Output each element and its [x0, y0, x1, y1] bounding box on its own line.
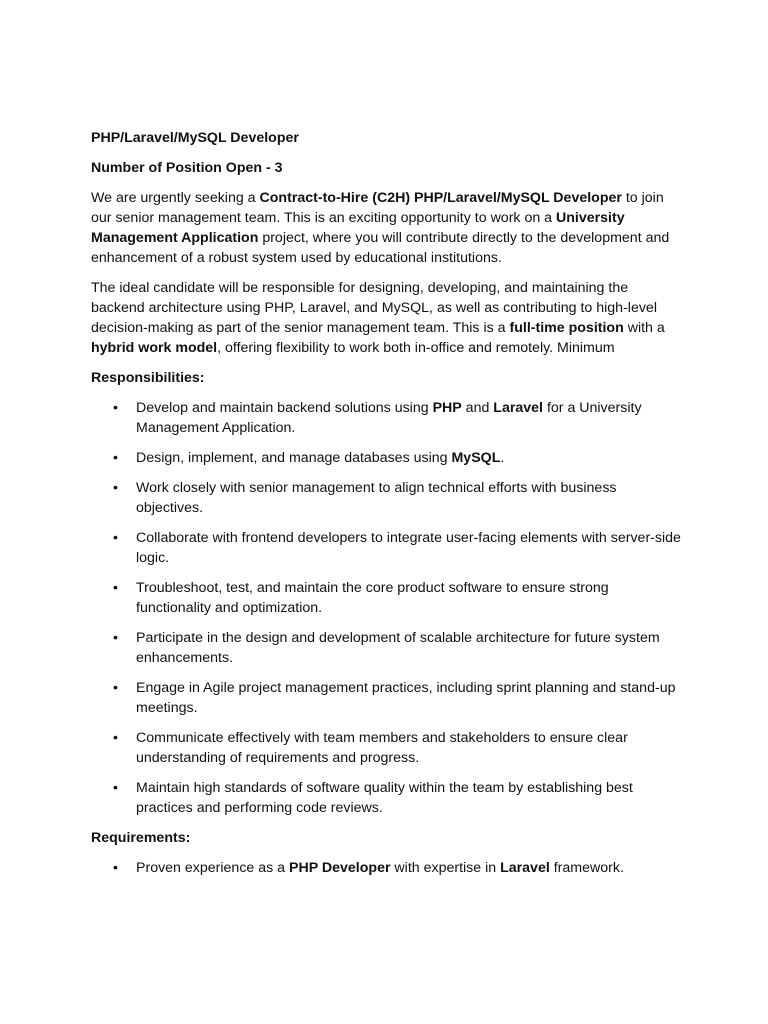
responsibility-item: [91, 728, 681, 768]
ideal-bold-fulltime: full-time position: [509, 320, 624, 336]
responsibility-item: [91, 678, 681, 718]
item-text: Work closely with senior management to align technical efforts with business objectives.: [136, 480, 617, 516]
positions-open: Number of Position Open - 3: [91, 160, 283, 176]
item-text: for a University Management Application.: [136, 400, 642, 436]
job-title: PHP/Laravel/MySQL Developer: [91, 130, 299, 146]
bullet-icon: •: [113, 860, 118, 876]
ideal-bold-hybrid: hybrid work model: [91, 340, 218, 356]
requirement-item: [91, 858, 681, 878]
item-text: .: [500, 450, 505, 466]
bullet-icon: •: [113, 630, 118, 646]
bullet-icon: •: [113, 730, 118, 746]
responsibility-item: [91, 448, 681, 468]
item-text: Maintain high standards of software quality within the team by establishing best practices and performing code reviews.: [136, 780, 633, 816]
bullet-icon: •: [113, 580, 118, 596]
ideal-candidate-paragraph: [91, 278, 681, 358]
bullet-icon: •: [113, 530, 118, 546]
requirements-heading: Requirements:: [91, 830, 191, 846]
item-text: Communicate effectively with team members and stakeholders to ensure clear understanding of requirements and progress.: [136, 730, 628, 766]
responsibility-item: [91, 628, 681, 668]
item-text: Collaborate with frontend developers to integrate user-facing elements with server-side logic.: [136, 530, 681, 566]
item-bold: MySQL: [451, 450, 501, 466]
item-text: and: [461, 400, 494, 416]
requirements-list: [91, 858, 681, 878]
bullet-icon: •: [113, 680, 118, 696]
ideal-text-2: with a: [623, 320, 665, 336]
item-text: framework.: [549, 860, 624, 876]
intro-bold-project: University Management Application: [91, 210, 625, 246]
item-text: with expertise in: [390, 860, 501, 876]
responsibility-item: [91, 478, 681, 518]
responsibility-item: [91, 778, 681, 818]
item-text: Design, implement, and manage databases using: [136, 450, 452, 466]
intro-text-1: We are urgently seeking a: [91, 190, 260, 206]
bullet-icon: •: [113, 400, 118, 416]
intro-text-2: to join our senior management team. This is an exciting opportunity to work on a: [91, 190, 664, 226]
ideal-text-1: The ideal candidate will be responsible for designing, developing, and maintaining the backend architecture using PHP, Laravel, and MySQL, as well as contributing to high-level decision-making as part of the senior management team. This is a: [91, 280, 657, 336]
intro-paragraph: [91, 188, 681, 268]
ideal-text-3: , offering flexibility to work both in-office and remotely. Minimum: [217, 340, 615, 356]
item-bold: Laravel: [493, 400, 543, 416]
responsibility-item: [91, 398, 681, 438]
document-page: [91, 128, 681, 888]
responsibilities-heading: Responsibilities:: [91, 370, 205, 386]
item-bold: PHP Developer: [289, 860, 391, 876]
responsibility-item: [91, 578, 681, 618]
responsibility-item: [91, 528, 681, 568]
item-bold: PHP: [432, 400, 462, 416]
item-text: Develop and maintain backend solutions using: [136, 400, 433, 416]
item-text: Troubleshoot, test, and maintain the core product software to ensure strong functionality and optimization.: [136, 580, 609, 616]
bullet-icon: •: [113, 450, 118, 466]
item-text: Engage in Agile project management practices, including sprint planning and stand-up meetings.: [136, 680, 676, 716]
responsibilities-list: [91, 398, 681, 818]
item-text: Participate in the design and development of scalable architecture for future system enhancements.: [136, 630, 660, 666]
bullet-icon: •: [113, 480, 118, 496]
item-bold: Laravel: [500, 860, 550, 876]
item-text: Proven experience as a: [136, 860, 290, 876]
intro-text-3: project, where you will contribute directly to the development and enhancement of a robust system used by educational institutions.: [91, 230, 670, 266]
bullet-icon: •: [113, 780, 118, 796]
intro-bold-contract: Contract-to-Hire (C2H) PHP/Laravel/MySQL Developer: [259, 190, 622, 206]
